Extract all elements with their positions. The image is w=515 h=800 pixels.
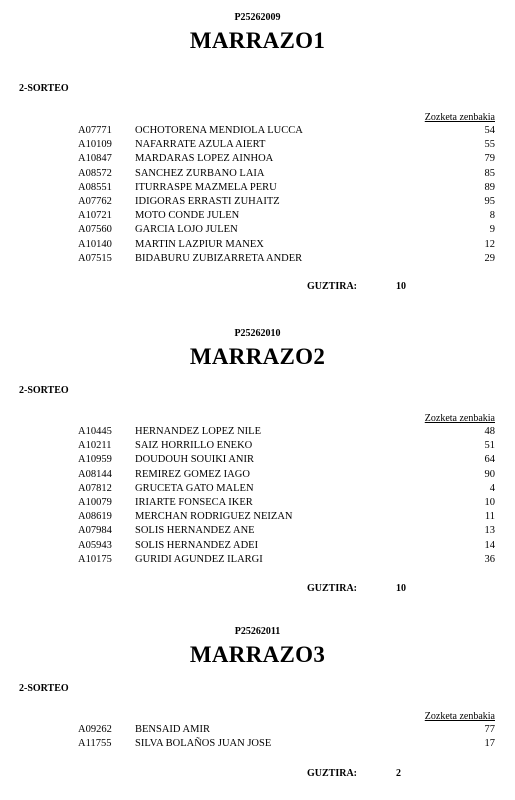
- student-id: A08144: [78, 468, 112, 480]
- table-row: [0, 209, 515, 223]
- student-name: SILVA BOLAÑOS JUAN JOSE: [135, 738, 272, 750]
- draw-number: 48: [484, 426, 495, 437]
- student-name: HERNANDEZ LOPEZ NILE: [135, 426, 261, 437]
- draw-number: 55: [484, 139, 495, 151]
- draw-number: 85: [484, 167, 495, 179]
- student-id: A10721: [78, 210, 112, 222]
- draw-number: 17: [484, 738, 495, 750]
- student-name: SOLIS HERNANDEZ ANE: [135, 525, 255, 537]
- table-row: [0, 539, 515, 553]
- student-name: IRIARTE FONSECA IKER: [135, 496, 253, 508]
- student-id: A10211: [78, 440, 112, 452]
- draw-number: 8: [489, 210, 495, 222]
- total-value: 2: [396, 768, 401, 779]
- student-id: A08551: [78, 181, 112, 193]
- student-id: A07762: [78, 195, 112, 207]
- total-value: 10: [396, 281, 406, 292]
- student-name: BENSAID AMIR: [135, 724, 210, 735]
- student-name: SOLIS HERNANDEZ ADEI: [135, 539, 259, 551]
- student-id: A10175: [78, 553, 112, 565]
- student-name: BIDABURU ZUBIZARRETA ANDER: [135, 252, 303, 264]
- table-row: [0, 510, 515, 524]
- student-name: GARCIA LOJO JULEN: [135, 224, 238, 236]
- draw-number: 4: [489, 482, 495, 494]
- table-row: [0, 181, 515, 195]
- group-code: P25262009: [234, 12, 281, 23]
- column-header: Zozketa zenbakia: [424, 413, 495, 424]
- group-rows: [0, 124, 515, 266]
- student-name: MARDARAS LOPEZ AINHOA: [135, 153, 274, 165]
- table-row: [0, 425, 515, 439]
- column-header: Zozketa zenbakia: [424, 112, 495, 123]
- table-row: [0, 238, 515, 252]
- draw-number: 54: [484, 125, 495, 136]
- student-id: A10959: [78, 454, 112, 466]
- draw-number: 11: [484, 511, 495, 523]
- group-title: MARRAZO3: [189, 642, 326, 667]
- table-row: [0, 138, 515, 152]
- group-title: MARRAZO2: [189, 344, 326, 369]
- student-id: A09262: [78, 724, 112, 735]
- student-name: MOTO CONDE JULEN: [135, 210, 240, 222]
- draw-number: 89: [484, 181, 495, 193]
- total-label: GUZTIRA:: [307, 768, 358, 779]
- student-id: A07560: [78, 224, 112, 236]
- draw-number: 10: [484, 496, 495, 508]
- total-value: 10: [396, 583, 406, 594]
- draw-number: 64: [484, 454, 495, 466]
- table-row: [0, 124, 515, 138]
- student-name: IDIGORAS ERRASTI ZUHAITZ: [135, 195, 280, 207]
- student-name: NAFARRATE AZULA AIERT: [135, 139, 266, 151]
- table-row: [0, 524, 515, 538]
- student-name: DOUDOUH SOUIKI ANIR: [135, 454, 254, 466]
- student-name: SAIZ HORRILLO ENEKO: [135, 440, 253, 452]
- student-id: A11755: [78, 738, 112, 750]
- student-id: A07812: [78, 482, 112, 494]
- total-label: GUZTIRA:: [307, 583, 358, 594]
- group-code: P25262010: [234, 328, 281, 339]
- sorteo-label: 2-SORTEO: [19, 385, 69, 396]
- student-name: ITURRASPE MAZMELA PERU: [135, 181, 277, 193]
- draw-number: 14: [484, 539, 495, 551]
- table-row: [0, 252, 515, 266]
- student-name: GURIDI AGUNDEZ ILARGI: [135, 553, 263, 565]
- draw-number: 9: [489, 224, 495, 236]
- student-name: REMIREZ GOMEZ IAGO: [135, 468, 250, 480]
- student-name: MERCHAN RODRIGUEZ NEIZAN: [135, 511, 293, 523]
- draw-number: 51: [484, 440, 495, 452]
- student-id: A07984: [78, 525, 112, 537]
- draw-number: 90: [484, 468, 495, 480]
- student-name: OCHOTORENA MENDIOLA LUCCA: [135, 125, 303, 136]
- student-id: A10140: [78, 238, 112, 250]
- table-row: [0, 453, 515, 467]
- group-code: P25262011: [234, 626, 281, 637]
- student-id: A10079: [78, 496, 112, 508]
- student-name: MARTIN LAZPIUR MANEX: [135, 238, 264, 250]
- table-row: [0, 152, 515, 166]
- group-rows: [0, 723, 515, 751]
- table-row: [0, 439, 515, 453]
- total-label: GUZTIRA:: [307, 281, 358, 292]
- draw-number: 29: [484, 252, 495, 264]
- student-name: GRUCETA GATO MALEN: [135, 482, 254, 494]
- student-id: A10847: [78, 153, 112, 165]
- student-id: A05943: [78, 539, 112, 551]
- draw-number: 12: [484, 238, 495, 250]
- sorteo-label: 2-SORTEO: [19, 83, 69, 94]
- student-id: A07771: [78, 125, 112, 136]
- table-row: [0, 468, 515, 482]
- draw-number: 79: [484, 153, 495, 165]
- student-name: SANCHEZ ZURBANO LAIA: [135, 167, 265, 179]
- table-row: [0, 553, 515, 567]
- sorteo-label: 2-SORTEO: [19, 683, 69, 694]
- draw-number: 77: [484, 724, 495, 735]
- table-row: [0, 723, 515, 737]
- student-id: A07515: [78, 252, 112, 264]
- group-rows: [0, 425, 515, 567]
- student-id: A10109: [78, 139, 112, 151]
- draw-number: 36: [484, 553, 495, 565]
- draw-number: 95: [484, 195, 495, 207]
- table-row: [0, 496, 515, 510]
- group-title: MARRAZO1: [189, 28, 326, 53]
- table-row: [0, 167, 515, 181]
- student-id: A10445: [78, 426, 112, 437]
- student-id: A08619: [78, 511, 112, 523]
- table-row: [0, 737, 515, 751]
- draw-number: 13: [484, 525, 495, 537]
- table-row: [0, 482, 515, 496]
- student-id: A08572: [78, 167, 112, 179]
- table-row: [0, 223, 515, 237]
- column-header: Zozketa zenbakia: [424, 711, 495, 722]
- table-row: [0, 195, 515, 209]
